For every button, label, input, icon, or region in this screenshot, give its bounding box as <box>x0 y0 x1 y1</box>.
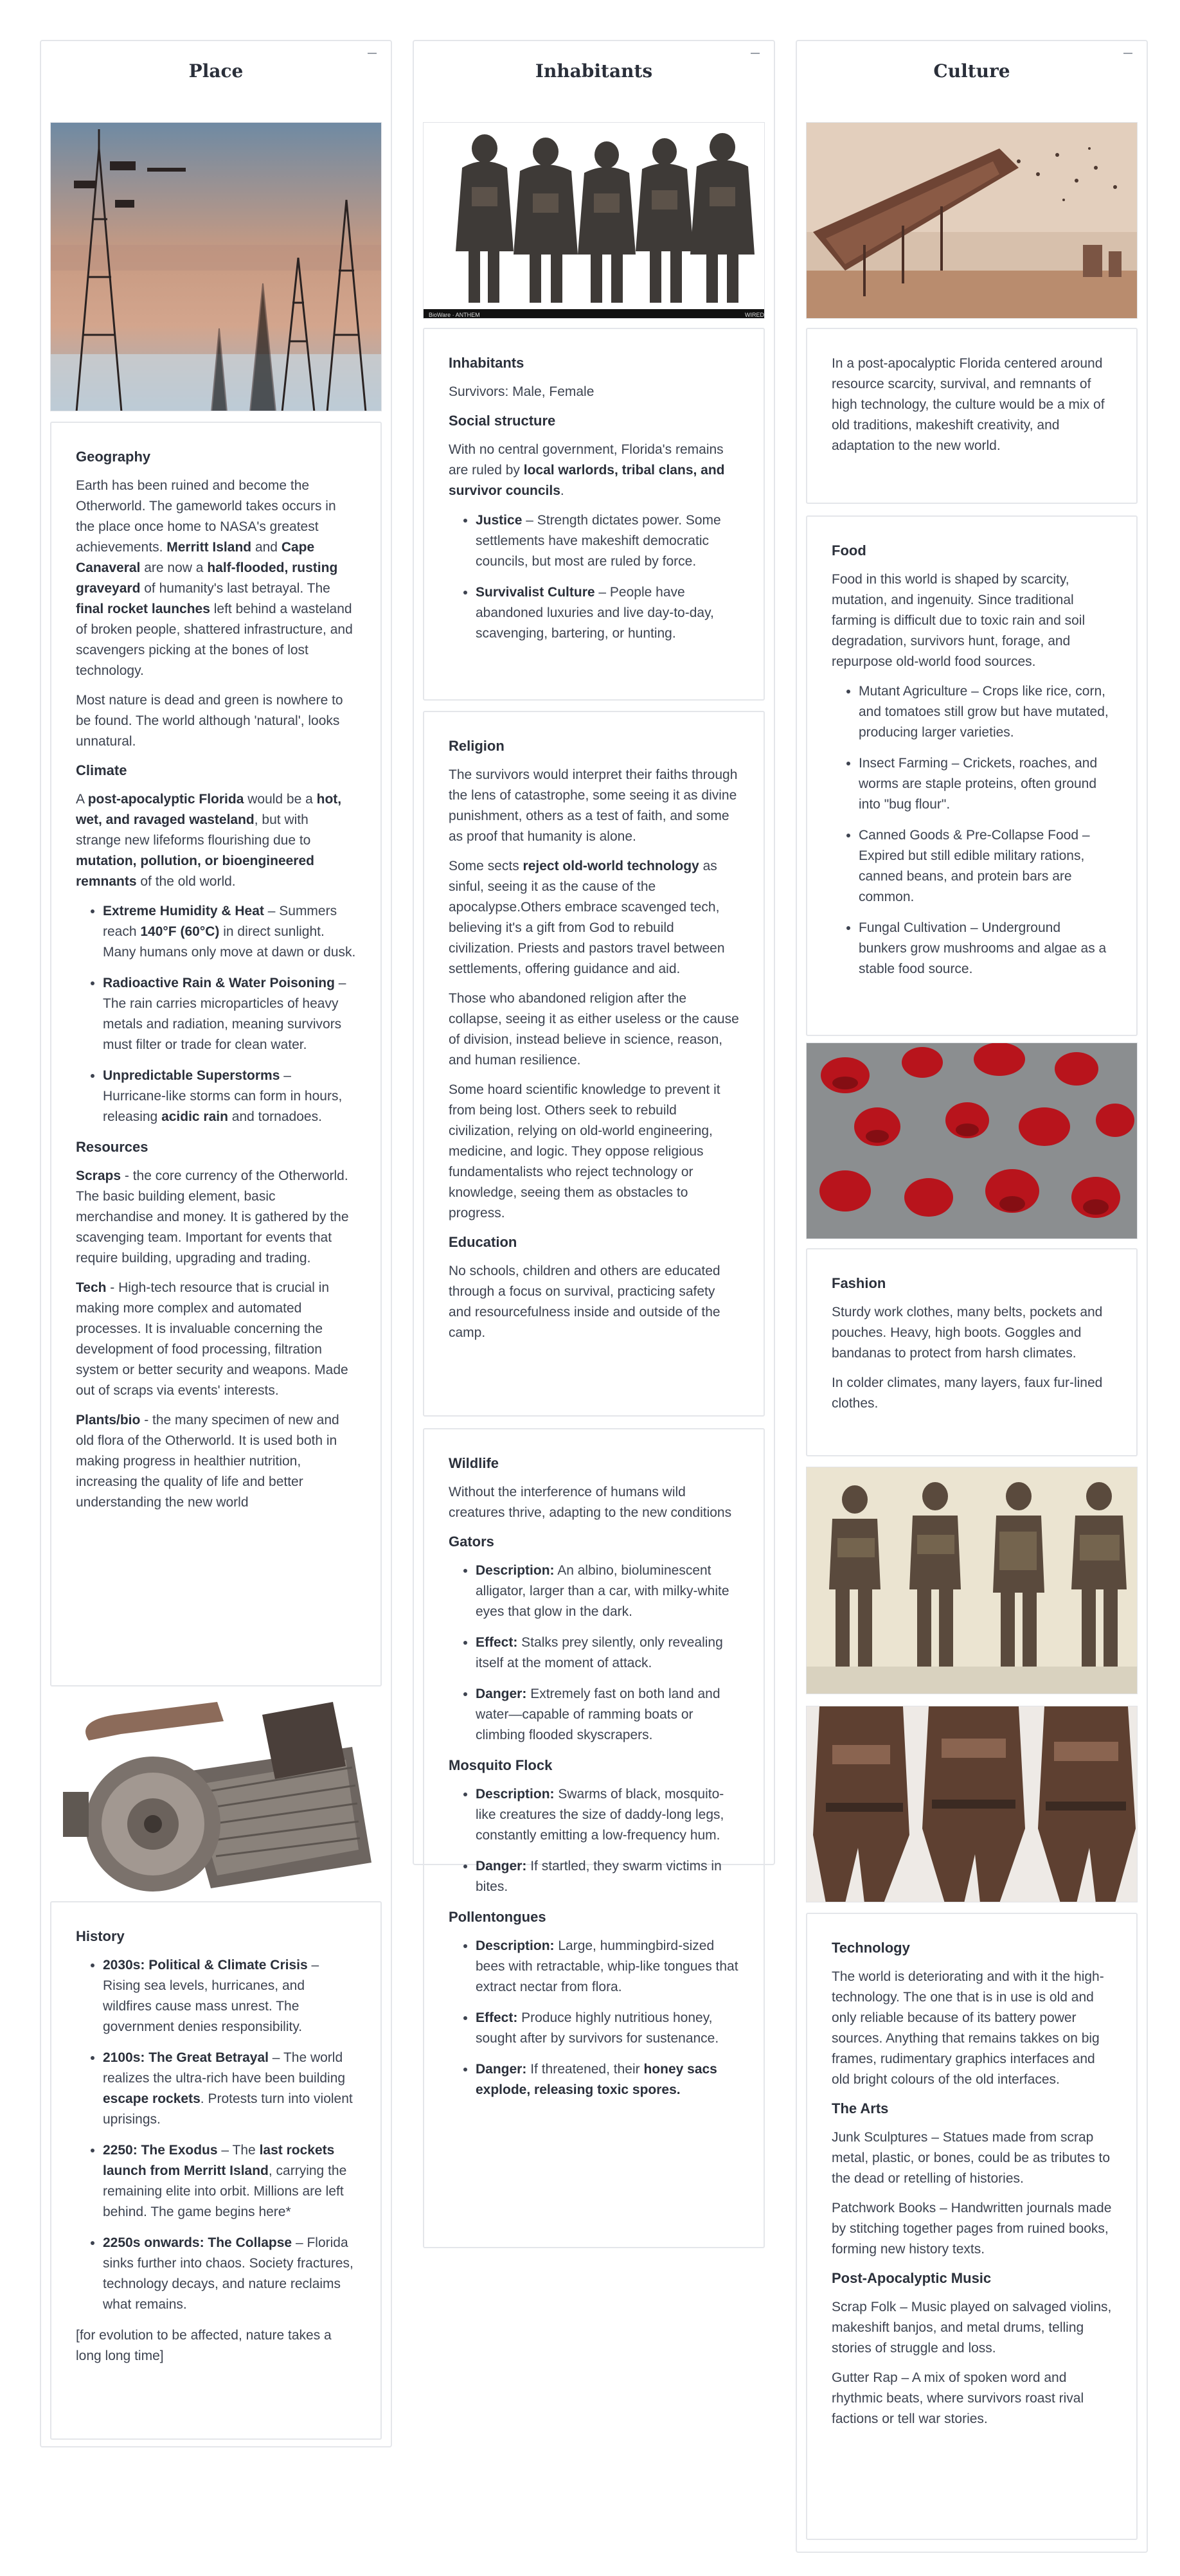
list-item: • Description: Large, hummingbird-sized bees with retractable, whip-like tongues that extract nectar from flora. <box>476 1936 739 1998</box>
music-paragraph-2: Gutter Rap – A mix of spoken word and rhythmic beats, where survivors roast rival factions or tell war stories. <box>832 2370 1084 2426</box>
pollentongues-heading: Pollentongues <box>449 1909 546 1925</box>
inhabitants-card <box>423 328 765 701</box>
list-item: • Mutant Agriculture – Crops like rice, corn, and tomatoes still grow but have mutated, producing larger varieties. <box>859 681 1112 743</box>
fashion-paragraph-2: In colder climates, many layers, faux fur-lined clothes. <box>832 1375 1103 1411</box>
religion-paragraph-3: Those who abandoned religion after the collapse, seeing it as either useless or the cause of division, instead believe in science, reason, and human resilience. <box>449 991 739 1068</box>
history-list <box>76 1955 356 2315</box>
culture-intro-card <box>806 328 1138 504</box>
food-list <box>832 681 1112 979</box>
climate-list <box>76 901 356 1127</box>
technology-heading: Technology <box>832 1940 910 1956</box>
menu-dash-icon[interactable] <box>751 53 760 56</box>
wasteland-outfits-image <box>806 1467 1138 1694</box>
column-inhabitants <box>413 40 775 2097</box>
survivors-lineup-image <box>423 122 765 319</box>
music-heading: Post-Apocalyptic Music <box>832 2270 992 2286</box>
gators-heading: Gators <box>449 1534 494 1550</box>
column-culture <box>796 40 1148 2553</box>
column-title: Inhabitants <box>535 60 653 82</box>
music-paragraph-1: Scrap Folk – Music played on salvaged violins, makeshift banjos, and metal drums, telling stories of struggle and loss. <box>832 2300 1112 2356</box>
social-structure-heading: Social structure <box>449 413 556 429</box>
resource-scraps: Scraps - the core currency of the Otherworld. The basic building element, basic merchandise and money. It is gathered by the scavenging team. Important for events that require building, upgrading and trading. <box>76 1168 349 1266</box>
education-heading: Education <box>449 1234 517 1250</box>
geography-paragraph-2: Most nature is dead and green is nowhere to be found. The world although 'natural', looks unnatural. <box>76 693 343 749</box>
list-item: • Insect Farming – Crickets, roaches, and worms are staple proteins, often ground into "bug flour". <box>859 753 1112 815</box>
history-heading: History <box>76 1928 125 1944</box>
fashion-card <box>806 1248 1138 1456</box>
culture-intro: In a post-apocalyptic Florida centered around resource scarcity, survival, and remnants of high technology, the culture would be a mix of old traditions, makeshift creativity, and adaptation to the new world. <box>832 356 1105 453</box>
leather-armor-image <box>806 1706 1138 1902</box>
column-title: Culture <box>933 60 1010 82</box>
arts-paragraph-2: Patchwork Books – Handwritten journals made by stitching together pages from ruined books, forming new history texts. <box>832 2201 1112 2257</box>
wildlife-card <box>423 1428 765 2248</box>
list-item: • Description: Swarms of black, mosquito-like creatures the size of daddy-long legs, constantly emitting a low-frequency hum. <box>476 1784 739 1846</box>
geography-card <box>50 422 382 1686</box>
list-item: • Effect: Produce highly nutritious honey, sought after by survivors for sustenance. <box>476 2008 739 2049</box>
education-paragraph: No schools, children and others are educated through a focus on survival, practicing safety and resourcefulness inside and outside of the camp. <box>449 1264 720 1340</box>
food-card <box>806 515 1138 1036</box>
religion-paragraph-1: The survivors would interpret their faiths through the lens of catastrophe, some seeing it as divine punishment, others as a test of faith, and some as proof that humanity is alone. <box>449 767 738 844</box>
list-item: • Danger: Extremely fast on both land and water—capable of ramming boats or climbing flooded skyscrapers. <box>476 1684 739 1746</box>
list-item: • Description: An albino, bioluminescent alligator, larger than a car, with milky-white eyes that glow in the dark. <box>476 1561 739 1622</box>
food-paragraph: Food in this world is shaped by scarcity, mutation, and ingenuity. Since traditional farming is difficult due to toxic rain and soil degradation, survivors hunt, forage, and repurpose old-world food sources. <box>832 572 1086 669</box>
religion-card <box>423 711 765 1417</box>
list-item: • 2250s onwards: The Collapse – Florida sinks further into chaos. Society fractures, technology decays, and nature reclaims what remains. <box>103 2233 356 2315</box>
fashion-heading: Fashion <box>832 1275 886 1291</box>
list-item: • Danger: If threatened, their honey sacs explode, releasing toxic spores. <box>476 2059 739 2100</box>
list-item: • 2250: The Exodus – The last rockets launch from Merritt Island, carrying the remaining elite into orbit. Millions are left behind. The game begins here* <box>103 2140 356 2223</box>
list-item: • Radioactive Rain & Water Poisoning – The rain carries microparticles of heavy metals and radiation, meaning survivors must filter or trade for clean water. <box>103 973 356 1055</box>
fashion-paragraph-1: Sturdy work clothes, many belts, pockets and pouches. Heavy, high boots. Goggles and bandanas to protect from harsh climates. <box>832 1305 1103 1361</box>
wildlife-heading: Wildlife <box>449 1455 499 1471</box>
arts-paragraph-1: Junk Sculptures – Statues made from scrap metal, plastic, or bones, could be as tributes to the dead or retelling of histories. <box>832 2130 1111 2186</box>
religion-paragraph-4: Some hoard scientific knowledge to prevent it from being lost. Others seek to rebuild civilization, relying on old-world engineering, medicine, and logic. They oppose religious fundamentalists who reject technology or knowledge, seeing them as obstacles to progress. <box>449 1082 720 1221</box>
list-item: • Canned Goods & Pre-Collapse Food – Expired but still edible military rations, canned beans, and protein bars are common. <box>859 825 1112 908</box>
menu-dash-icon[interactable] <box>1123 53 1132 56</box>
image-caption-right: WIRED <box>745 312 764 318</box>
geography-heading: Geography <box>76 449 151 465</box>
gators-list <box>449 1561 739 1746</box>
list-item: • Survivalist Culture – People have abandoned luxuries and live day-to-day, scavenging, bartering, or hunting. <box>476 582 739 644</box>
climate-heading: Climate <box>76 762 127 778</box>
mosquito-list <box>449 1784 739 1897</box>
religion-heading: Religion <box>449 738 505 754</box>
list-item: • Justice – Strength dictates power. Some settlements have makeshift democratic councils, but most are ruled by force. <box>476 510 739 572</box>
history-card <box>50 1901 382 2440</box>
telecom-towers-image <box>50 122 382 411</box>
column-title: Place <box>188 60 244 82</box>
religion-paragraph-2: Some sects reject old-world technology as sinful, seeing it as the cause of the apocalypse.Others embrace scavenged tech, believing it's a gift from God to rebuild civilization. Priests and pastors travel between settlements, offering guidance and aid. <box>449 859 725 976</box>
scrap-metal-image <box>50 1695 382 1899</box>
food-heading: Food <box>832 542 866 559</box>
mosquito-heading: Mosquito Flock <box>449 1757 553 1773</box>
social-list <box>449 510 739 644</box>
column-place <box>40 40 392 2447</box>
technology-paragraph: The world is deteriorating and with it the high-technology. The one that is in use is old and only reliable because of its battery power sources. Anything that remains takkes on big frames, rudimentary graphics interfaces and old bright colours of the old interfaces. <box>832 1969 1104 2087</box>
image-caption-left: BioWare · ANTHEM <box>429 312 480 318</box>
geography-paragraph: Earth has been ruined and become the Otherworld. The gameworld takes occurs in the place once home to NASA's greatest achievements. Merritt Island and Cape Canaveral are now a half-flooded, rusting graveyard of humanity's last betrayal. The final rocket launches left behind a wasteland of broken people, shattered infrastructure, and scavengers picking at the bones of lost technology. <box>76 478 353 678</box>
menu-dash-icon[interactable] <box>368 53 377 56</box>
arts-heading: The Arts <box>832 2100 889 2116</box>
crashed-ship-image <box>806 122 1138 319</box>
pollentongues-list <box>449 1936 739 2100</box>
inhabitants-heading: Inhabitants <box>449 355 524 371</box>
social-structure-paragraph: With no central government, Florida's remains are ruled by local warlords, tribal clans, and survivor councils. <box>449 442 725 498</box>
list-item: • Extreme Humidity & Heat – Summers reach 140°F (60°C) in direct sunlight. Many humans only move at dawn or dusk. <box>103 901 356 963</box>
list-item: • Unpredictable Superstorms – Hurricane-like storms can form in hours, releasing acidic rain and tornadoes. <box>103 1066 356 1127</box>
survivors-text: Survivors: Male, Female <box>449 384 594 399</box>
resource-tech: Tech - High-tech resource that is crucial in making more complex and automated processes. It is invaluable concerning the development of food processing, filtration system or better security and weapons. Made out of scraps via events' interests. <box>76 1280 348 1398</box>
wildlife-intro: Without the interference of humans wild creatures thrive, adapting to the new conditions <box>449 1485 732 1520</box>
red-plants-image <box>806 1042 1138 1239</box>
resource-plants: Plants/bio - the many specimen of new and old flora of the Otherworld. It is used both in making progress in healthier nutrition, increasing the quality of life and better understanding the new world <box>76 1413 339 1510</box>
climate-paragraph: A post-apocalyptic Florida would be a hot, wet, and ravaged wasteland, but with strange new lifeforms flourishing due to mutation, pollution, or bioengineered remnants of the old world. <box>76 792 342 889</box>
list-item: • 2030s: Political & Climate Crisis – Rising sea levels, hurricanes, and wildfires cause mass unrest. The government denies responsibility. <box>103 1955 356 2037</box>
list-item: • Effect: Stalks prey silently, only revealing itself at the moment of attack. <box>476 1632 739 1674</box>
resources-heading: Resources <box>76 1139 148 1155</box>
technology-card <box>806 1913 1138 2540</box>
list-item: • Fungal Cultivation – Underground bunkers grow mushrooms and algae as a stable food source. <box>859 918 1112 979</box>
list-item: • 2100s: The Great Betrayal – The world realizes the ultra-rich have been building escape rockets. Protests turn into violent uprisings. <box>103 2048 356 2130</box>
list-item: • Danger: If startled, they swarm victims in bites. <box>476 1856 739 1897</box>
history-note: [for evolution to be affected, nature takes a long long time] <box>76 2328 332 2363</box>
